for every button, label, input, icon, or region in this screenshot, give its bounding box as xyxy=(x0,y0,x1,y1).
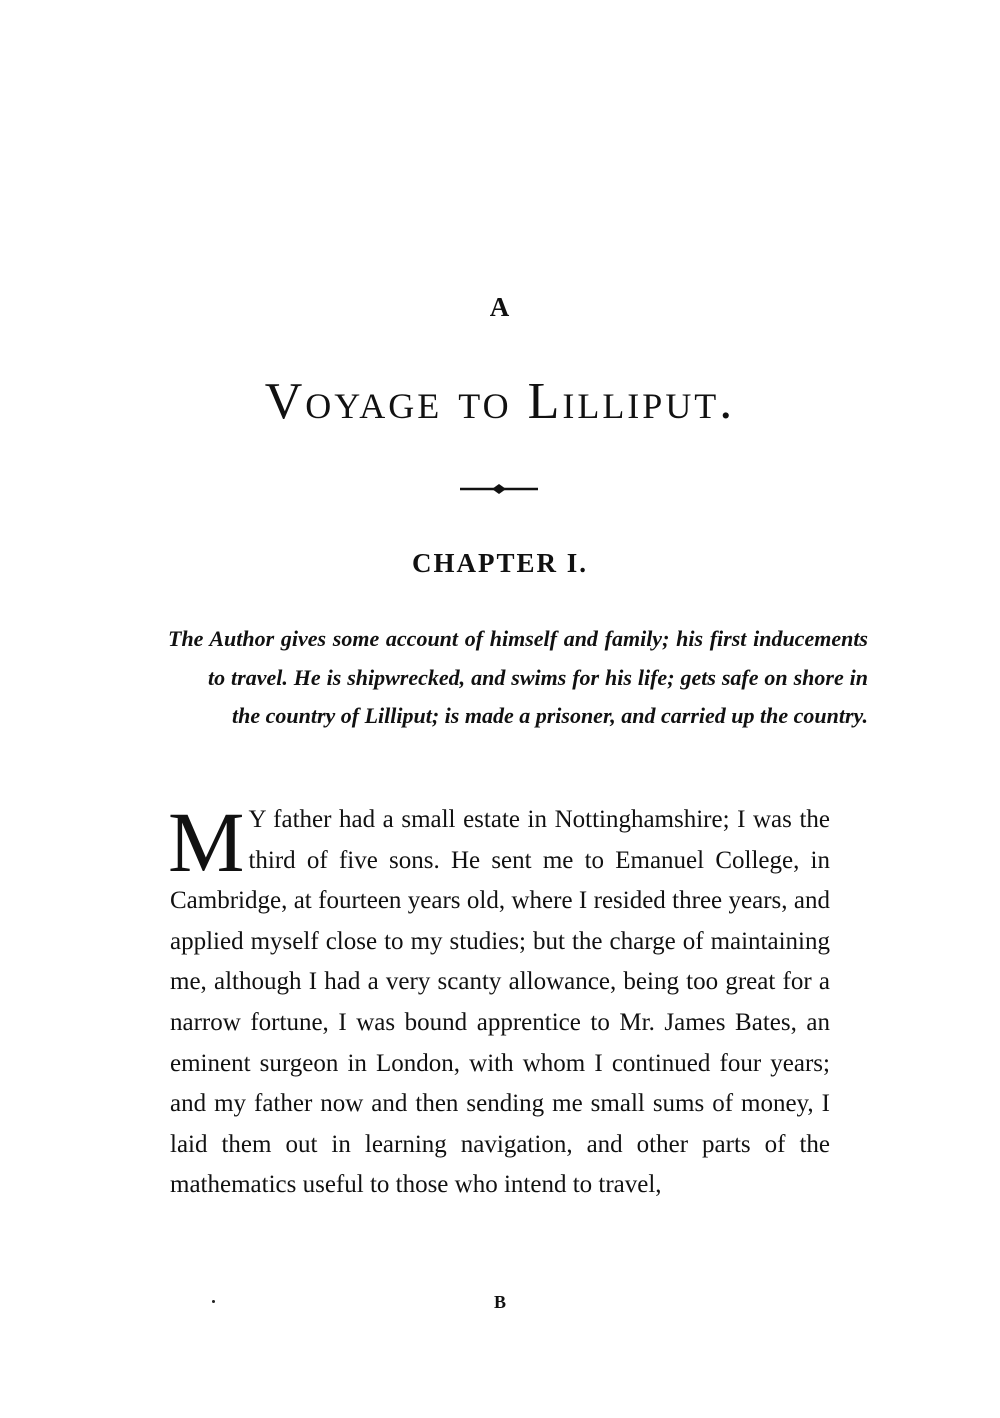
body-paragraph xyxy=(168,794,830,1206)
ornament-divider xyxy=(458,482,540,496)
chapter-summary: The Author gives some account of himself and family; his first inducements to travel. He is shipwrecked, and swims for his life; gets safe on shore in the country of Lilliput; is made a prisoner, and carried up the country. xyxy=(168,626,868,728)
body-text: Y father had a small estate in Nottinghamshire; I was the third of five sons. He sent me to Emanuel College, in Cambridge, at fourteen years old, where I resided three years, and applied myself close to my studies; but the charge of maintaining me, although I had a very scanty allowance, being too great for a narrow fortune, I was bound apprentice to Mr. James Bates, an eminent surgeon in London, with whom I continued four years; and my father now and then sending me small sums of money, I laid them out in learning navigation, and other parts of the mathematics useful to those who intend to travel, xyxy=(170,806,830,1199)
drop-cap: M xyxy=(168,794,245,890)
chapter-heading: CHAPTER I. xyxy=(411,548,588,578)
signature-mark: B xyxy=(493,1292,506,1312)
title-article: A xyxy=(489,292,511,322)
page-title: Voyage to Lilliput. xyxy=(264,373,736,430)
